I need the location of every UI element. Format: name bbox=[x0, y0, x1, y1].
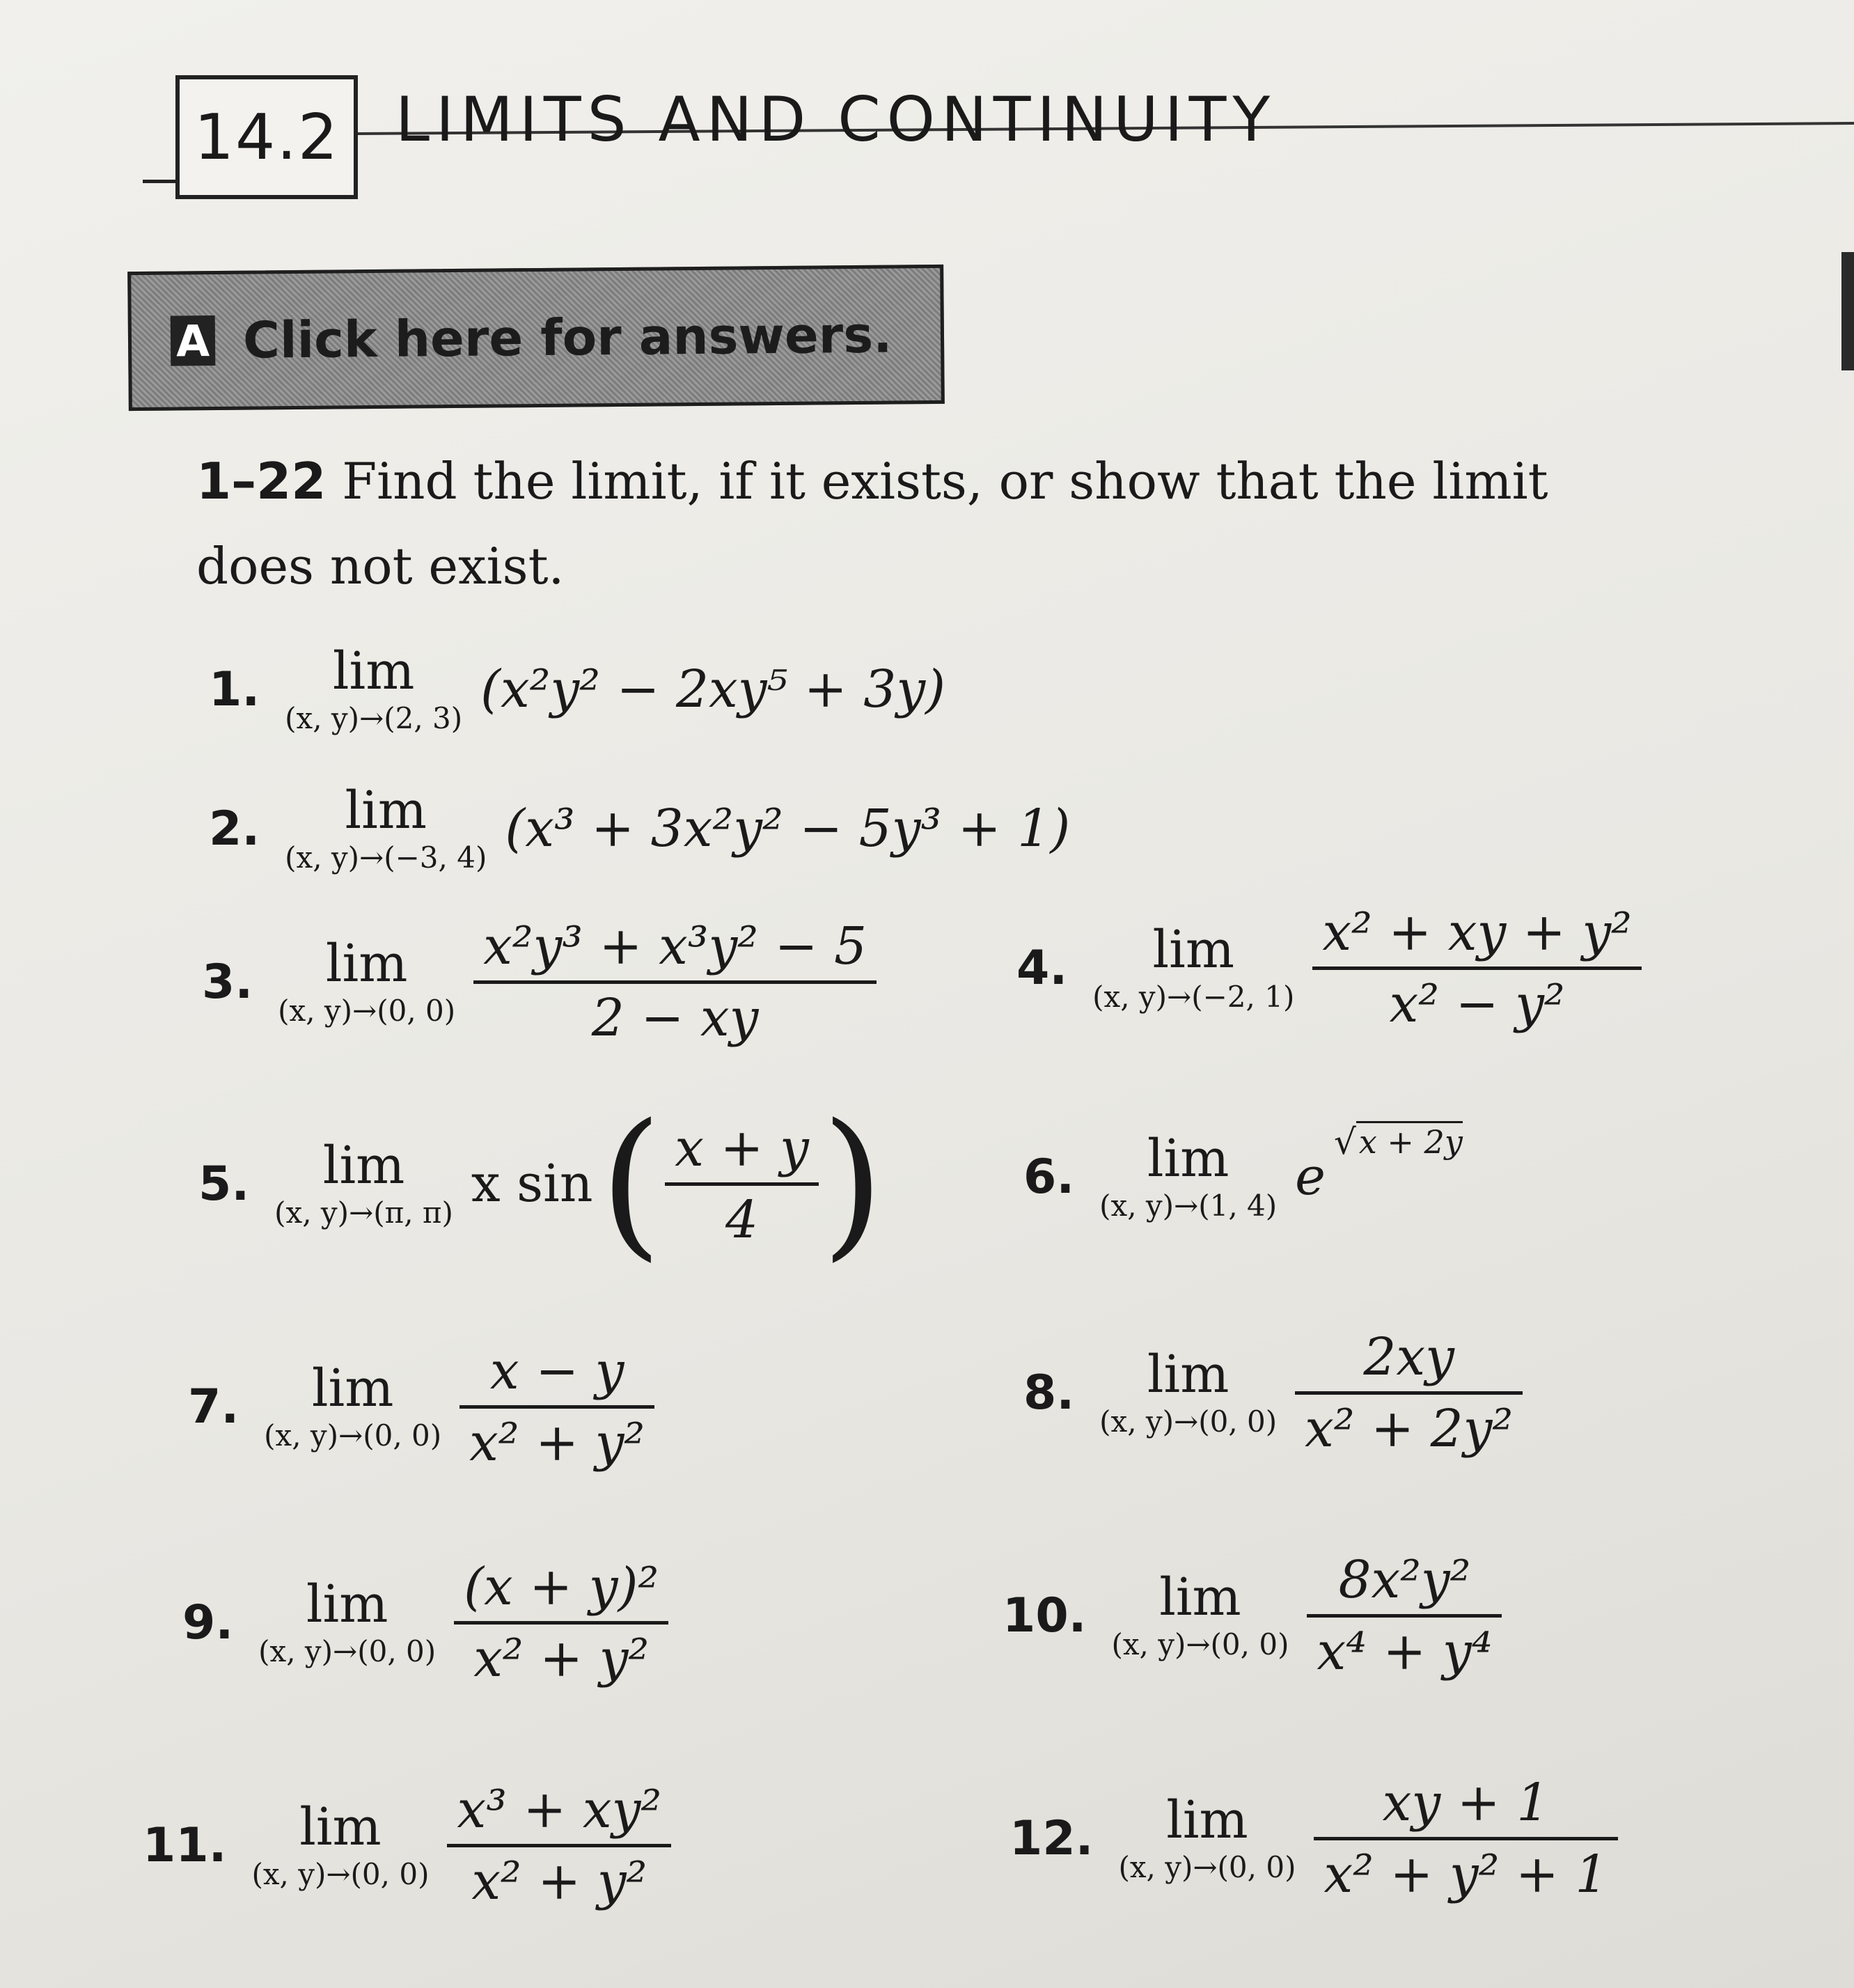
problem-3 bbox=[202, 898, 877, 1065]
lim-subscript: (x, y)→(0, 0) bbox=[1111, 1627, 1289, 1661]
lim-subscript: (x, y)→(1, 4) bbox=[1099, 1189, 1278, 1223]
problem-10 bbox=[1003, 1532, 1502, 1699]
fraction bbox=[454, 1553, 668, 1693]
expression: (x³ + 3x²y² − 5y³ + 1) bbox=[505, 799, 1071, 859]
limit-operator bbox=[1111, 1568, 1289, 1663]
lim-word: lim bbox=[1166, 1790, 1248, 1850]
problem-4 bbox=[1016, 884, 1642, 1051]
fraction bbox=[473, 912, 877, 1052]
problem-number: 10. bbox=[1003, 1588, 1087, 1643]
problem-number: 3. bbox=[202, 954, 253, 1010]
lim-subscript: (x, y)→(2, 3) bbox=[285, 701, 463, 735]
lim-subscript: (x, y)→(0, 0) bbox=[258, 1634, 437, 1668]
problem-number: 4. bbox=[1016, 940, 1068, 996]
denominator: x² + y² bbox=[473, 1628, 650, 1689]
limit-operator bbox=[1099, 1129, 1277, 1224]
limit-operator bbox=[258, 1575, 436, 1670]
denominator: x² + y² bbox=[469, 1412, 645, 1473]
lim-word: lim bbox=[345, 781, 427, 840]
problem-number: 5. bbox=[198, 1156, 250, 1212]
expression: (x²y² − 2xy⁵ + 3y) bbox=[480, 659, 946, 719]
section-rule-left bbox=[143, 180, 178, 183]
denominator: 4 bbox=[725, 1189, 759, 1250]
answers-button-label: Click here for answers. bbox=[242, 305, 893, 370]
lim-word: lim bbox=[325, 934, 408, 994]
problem-12 bbox=[1010, 1755, 1618, 1922]
lim-word: lim bbox=[332, 641, 415, 701]
lim-subscript: (x, y)→(−3, 4) bbox=[285, 840, 487, 875]
lim-word: lim bbox=[1147, 1345, 1230, 1404]
lim-subscript: (x, y)→(0, 0) bbox=[264, 1418, 442, 1453]
lim-subscript: (x, y)→(π, π) bbox=[274, 1196, 453, 1230]
fraction bbox=[1314, 1769, 1617, 1909]
section-number-box bbox=[175, 75, 358, 199]
fraction bbox=[1307, 1546, 1502, 1686]
sqrt-icon: √ bbox=[1333, 1122, 1356, 1162]
denominator: x² + y² bbox=[471, 1851, 647, 1911]
lim-subscript: (x, y)→(0, 0) bbox=[278, 994, 456, 1028]
lim-subscript: (x, y)→(0, 0) bbox=[1099, 1404, 1278, 1439]
numerator: x − y bbox=[489, 1340, 624, 1401]
fraction bbox=[1295, 1323, 1523, 1463]
denominator: x² + y² + 1 bbox=[1323, 1844, 1608, 1904]
left-paren: ( bbox=[599, 1090, 663, 1276]
numerator: x³ + xy² bbox=[457, 1779, 662, 1840]
limit-operator bbox=[251, 1798, 429, 1893]
limit-operator bbox=[1092, 921, 1294, 1015]
problem-number: 12. bbox=[1010, 1810, 1094, 1866]
lim-subscript: (x, y)→(−2, 1) bbox=[1092, 980, 1295, 1014]
limit-operator bbox=[285, 781, 487, 876]
denominator: x⁴ + y⁴ bbox=[1317, 1621, 1493, 1682]
denominator: x² − y² bbox=[1389, 973, 1565, 1034]
lim-word: lim bbox=[311, 1359, 394, 1418]
numerator: 2xy bbox=[1363, 1326, 1454, 1387]
problem-11 bbox=[143, 1762, 671, 1929]
function-prefix: x sin bbox=[471, 1154, 593, 1214]
problem-8 bbox=[1023, 1309, 1523, 1476]
exponential bbox=[1295, 1122, 1463, 1207]
answers-letter-icon: A bbox=[171, 315, 216, 366]
answers-button[interactable] bbox=[127, 265, 945, 411]
page-edge-mark bbox=[1841, 252, 1854, 370]
problem-7 bbox=[188, 1323, 654, 1490]
section-number: 14.2 bbox=[194, 100, 340, 174]
denominator: x² + 2y² bbox=[1305, 1398, 1514, 1459]
limit-operator bbox=[1118, 1791, 1296, 1886]
problem-number: 2. bbox=[209, 801, 260, 856]
problem-number: 7. bbox=[188, 1379, 239, 1434]
fraction bbox=[447, 1776, 671, 1916]
numerator: x²y³ + x³y² − 5 bbox=[483, 916, 867, 976]
lim-word: lim bbox=[1159, 1567, 1241, 1627]
fraction bbox=[459, 1337, 654, 1477]
problem-2 bbox=[209, 745, 1070, 912]
lim-word: lim bbox=[1152, 920, 1234, 980]
exercise-instructions bbox=[196, 439, 1589, 609]
lim-word: lim bbox=[1147, 1129, 1230, 1189]
lim-subscript: (x, y)→(0, 0) bbox=[1118, 1850, 1296, 1884]
numerator: (x + y)² bbox=[464, 1556, 659, 1617]
numerator: x² + xy + y² bbox=[1322, 902, 1632, 962]
exp-exponent: x + 2y bbox=[1356, 1121, 1463, 1161]
section-title: LIMITS AND CONTINUITY bbox=[395, 84, 1277, 155]
problem-number: 8. bbox=[1023, 1365, 1075, 1420]
problem-number: 6. bbox=[1023, 1149, 1075, 1205]
problem-number: 11. bbox=[143, 1817, 227, 1873]
lim-word: lim bbox=[299, 1797, 382, 1857]
lim-subscript: (x, y)→(0, 0) bbox=[251, 1857, 430, 1891]
numerator: x + y bbox=[675, 1118, 809, 1178]
denominator: 2 − xy bbox=[591, 987, 759, 1048]
limit-operator bbox=[264, 1359, 441, 1454]
problem-9 bbox=[182, 1539, 668, 1706]
limit-operator bbox=[274, 1136, 453, 1231]
problem-number: 1. bbox=[209, 662, 260, 717]
exercise-range: 1–22 bbox=[196, 452, 327, 510]
limit-operator bbox=[278, 934, 455, 1029]
lim-word: lim bbox=[306, 1574, 388, 1634]
fraction bbox=[665, 1114, 819, 1254]
limit-operator bbox=[1099, 1345, 1277, 1440]
numerator: xy + 1 bbox=[1382, 1772, 1550, 1833]
fraction bbox=[1312, 898, 1642, 1038]
limit-operator bbox=[285, 642, 462, 737]
problem-6 bbox=[1023, 1093, 1463, 1260]
numerator: 8x²y² bbox=[1338, 1549, 1471, 1610]
problem-number: 9. bbox=[182, 1595, 234, 1650]
exp-base: e bbox=[1295, 1147, 1326, 1207]
problem-5 bbox=[198, 1090, 887, 1276]
instruction-text: Find the limit, if it exists, or show that the limit does not exist. bbox=[196, 452, 1548, 595]
lim-word: lim bbox=[322, 1136, 405, 1196]
right-paren: ) bbox=[821, 1090, 884, 1276]
